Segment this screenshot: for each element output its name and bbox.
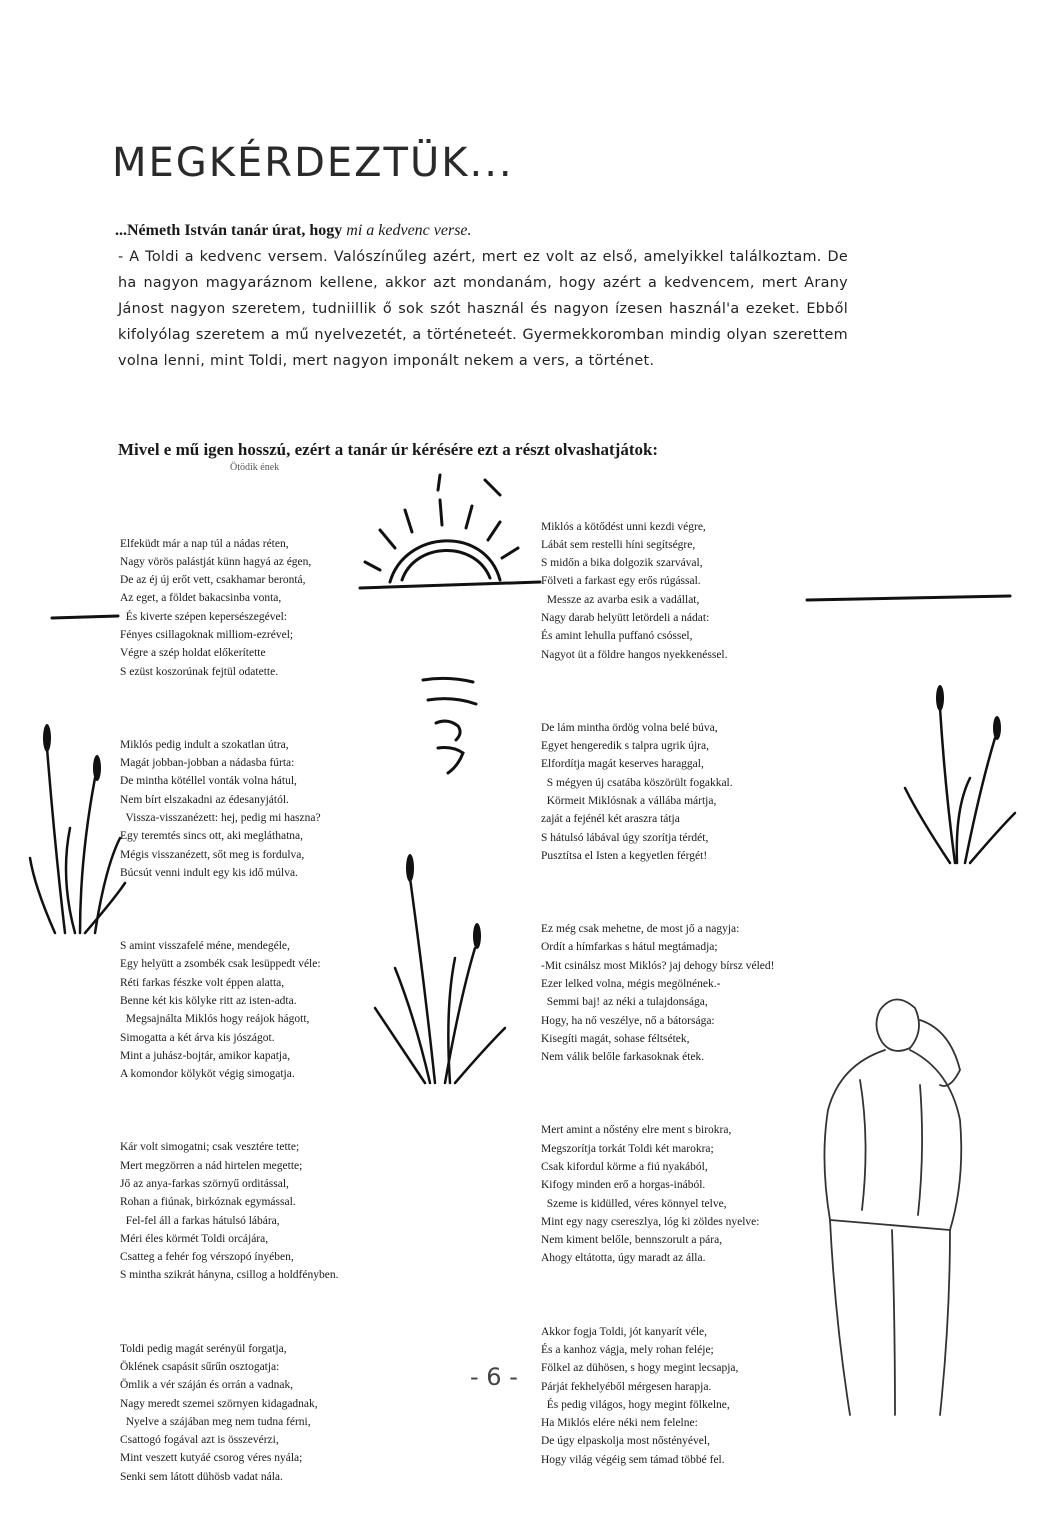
page-title: MEGKÉRDEZTÜK...	[112, 140, 514, 186]
poem-stanza: De lám mintha ördög volna belé búva, Egyet hengeredik s talpra ugrik újra, Elfordítja magát keserves haraggal, S mégyen új csatába köszörült fogakkal. Körmeit Miklósnak a vállába mártja, zaját a fejénél két araszra tátja S hátulsó lábával úgy szorítja térdét, Pusztítsa el Isten a kegyetlen férgét!	[541, 721, 733, 862]
intro-line	[115, 222, 472, 240]
intro-prefix: ...Németh István tanár úrat, hogy	[115, 222, 347, 239]
poem-stanza: S amint visszafelé méne, mendegéle, Egy helyütt a zsombék csak lesüppedt véle: Réti farkas fészke volt éppen alatta, Benne két kis kölyke ritt az isten-adta. Megsajnálta Miklós hogy reájok hágott, Simogatta a két árva kis jószágot. Mint a juhász-bojtár, amikor kapatja, A komondor kölyköt végig simogatja.	[120, 940, 321, 1081]
reed-right-sketch	[895, 668, 1025, 868]
poem-stanza: Elfeküdt már a nap túl a nádas réten, Nagy vörös palástját künn hagyá az égen, De az éj új erőt vett, csakhamar berontá, Az eget, a földet bakacsinba vonta, És kiverte szépen kepersészegével: Fényes csillagoknak milliom-ezrével; Végre a szép holdat előkerítette S ezüst koszorúnak fejtül odatette.	[120, 537, 312, 678]
intro-question: mi a kedvenc verse.	[346, 222, 472, 239]
poem-stanza: Mert amint a nőstény elre ment s birokra, Megszorítja torkát Toldi két marokra; Csak kifordul körme a fiú nyakából, Kifogy minden erő a horgas-inából. Szeme is kidülled, véres könnyel telve, Mint egy nagy csereszlya, lóg ki zöldes nyelve: Nem kiment belőle, bennszorult a pára, Ahogy eltátotta, úgy maradt az álla.	[541, 1124, 760, 1265]
figure-sketch	[800, 990, 1000, 1420]
song-title: Ötödik ének	[230, 462, 280, 473]
reed-middle-sketch	[365, 848, 515, 1088]
poem-stanza: Miklós pedig indult a szokatlan útra, Magát jobban-jobban a nádasba fúrta: De mintha kötéllel vonták volna hátul, Nem bírt elszakadni az édesanyjától. Vissza-visszanézett: hej, pedig mi haszna? Egy teremtés sincs ott, aki megláthatna, Mégis visszanézett, sőt meg is fordulva, Búcsút venni indult egy kis idő múlva.	[120, 738, 321, 879]
reed-left-sketch	[25, 708, 135, 938]
poem-stanza: Kár volt simogatni; csak vesztére tette; Mert megzörren a nád hirtelen megette; Jő az anya-farkas szörnyű orditással, Rohan a fiúnak, birkóznak egymással. Fel-fel áll a farkas hátulsó lábára, Méri éles körmét Toldi orcájára, Csatteg a fehér fog vérszopó ínyében, S mintha szikrát hányna, csillog a holdfényben.	[120, 1141, 339, 1282]
sunset-sketch	[350, 470, 550, 620]
interview-answer: - A Toldi a kedvenc versem. Valószínűleg azért, mert ez volt az első, amelyikkel találkoztam. De ha nagyon magyaráznom kellene, akkor azt mondanám, hogy azért a kedvencem, mert Arany Jánost nagyon szeretem, tudniillik ő sok szót használ és nagyon ízesen használ'a ezeket. Ebből kifolyólag szeretem a mű nyelvezetét, a történeteét. Gyermekkoromban mindig olyan szerettem volna lenni, mint Toldi, mert nagyon imponált nekem a vers, a történet.	[118, 249, 848, 369]
poem-column-right	[541, 481, 774, 1506]
excerpt-heading: Mivel e mű igen hosszú, ezért a tanár úr kérésére ezt a részt olvashatjátok:	[118, 440, 659, 459]
poem-stanza: Akkor fogja Toldi, jót kanyarít véle, És a kanhoz vágja, mely rohan feléje; Fölkel az dühösen, s hogy megint lecsapja, Párját fekhelyéből mérgesen harapja. És pedig világos, hogy megint fölkelne, Ha Miklós elére néki nem felelne: De úgy elpaskolja most nőstényével, Hogy világ végéig sem támad többé fel.	[541, 1325, 739, 1466]
poem-stanza: Toldi pedig magát serényül forgatja, Öklének csapásit sűrűn osztogatja: Ömlik a vér száján és orrán a vadnak, Nagy meredt szemei szörnyen kidagadnak, Nyelve a szájában meg nem tudna férni, Csattogó fogával azt is összevérzi, Mint veszett kutyáé csorog véres nyála; Senki sem látott dühösb vadat nála.	[120, 1342, 318, 1483]
poem-stanza: Miklós a kötődést unni kezdi végre, Lábát sem restelli híni segítségre, S midőn a bika dolgozik szarvával, Fölveti a farkast egy erős rúgással. Messze az avarba esik a vadállat, Nagy darab helyütt letördeli a nádat: És amint lehulla puffanó csóssel, Nagyot üt a földre hangos nyekkenéssel.	[541, 520, 728, 661]
dash-right	[805, 588, 1015, 608]
poem-column-left	[120, 498, 338, 1523]
poem-stanza: Ez még csak mehetne, de most jő a nagyja: Ordít a hímfarkas s hátul megtámadja; -Mit csinálsz most Miklós? jaj dehogy bírsz véled! Ezer lelked volna, mégis megölnének.- Semmi baj! az néki a tulajdonsága, Hogy, ha nő veszélye, nő a bátorsága: Kisegíti magát, sohase féltsétek, Nem válik belőle farkasoknak étek.	[541, 923, 775, 1064]
wave-sketch	[418, 668, 488, 778]
dash-left	[50, 608, 120, 628]
page-number: - 6 -	[470, 1363, 518, 1391]
